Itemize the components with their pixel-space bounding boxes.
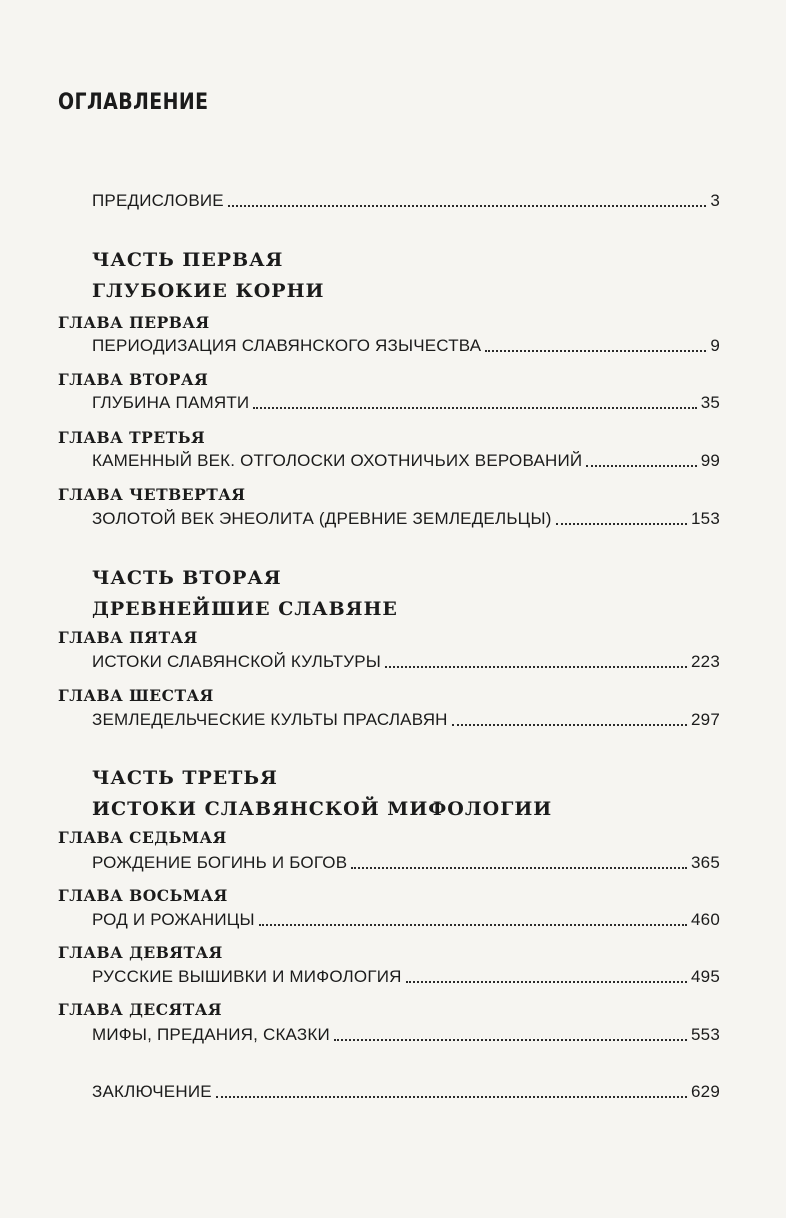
toc-entry-preface[interactable] [92, 191, 720, 211]
toc-entry-chapter-2[interactable] [92, 393, 720, 413]
part-title: ИСТОКИ СЛАВЯНСКОЙ МИФОЛОГИИ [92, 798, 553, 820]
dot-leader [385, 666, 687, 668]
chapter-heading: ГЛАВА ЧЕТВЕРТАЯ [58, 485, 246, 504]
entry-page-number: 629 [691, 1082, 720, 1101]
part-number: ЧАСТЬ ВТОРАЯ [92, 567, 282, 589]
dot-leader [259, 924, 687, 926]
chapter-heading: ГЛАВА ТРЕТЬЯ [58, 428, 206, 447]
toc-entry-chapter-1[interactable] [92, 336, 720, 356]
chapter-heading: ГЛАВА ВОСЬМАЯ [58, 886, 228, 905]
dot-leader [452, 724, 687, 726]
dot-leader [253, 407, 696, 409]
chapter-heading: ГЛАВА СЕДЬМАЯ [58, 828, 227, 847]
part-title: ДРЕВНЕЙШИЕ СЛАВЯНЕ [92, 598, 398, 620]
chapter-heading: ГЛАВА ВТОРАЯ [58, 370, 209, 389]
entry-page-number: 365 [691, 853, 720, 872]
entry-page-number: 3 [710, 191, 720, 210]
entry-label: ЗЕМЛЕДЕЛЬЧЕСКИЕ КУЛЬТЫ ПРАСЛАВЯН [92, 710, 448, 729]
entry-page-number: 297 [691, 710, 720, 729]
entry-label: ГЛУБИНА ПАМЯТИ [92, 393, 250, 412]
entry-page-number: 495 [691, 967, 720, 986]
entry-label: ИСТОКИ СЛАВЯНСКОЙ КУЛЬТУРЫ [92, 652, 382, 671]
chapter-heading: ГЛАВА ШЕСТАЯ [58, 686, 214, 705]
entry-page-number: 223 [691, 652, 720, 671]
entry-page-number: 460 [691, 910, 720, 929]
dot-leader [216, 1096, 687, 1098]
dot-leader [351, 867, 687, 869]
part-title: ГЛУБОКИЕ КОРНИ [92, 280, 325, 302]
toc-entry-chapter-4[interactable] [92, 509, 720, 529]
chapter-heading: ГЛАВА ПЕРВАЯ [58, 313, 210, 332]
dot-leader [228, 205, 707, 207]
part-heading-3 [92, 763, 552, 825]
dot-leader [556, 523, 687, 525]
entry-label: РУССКИЕ ВЫШИВКИ И МИФОЛОГИЯ [92, 967, 402, 986]
part-number: ЧАСТЬ ПЕРВАЯ [92, 249, 284, 271]
entry-label: ЗАКЛЮЧЕНИЕ [92, 1082, 212, 1101]
toc-entry-chapter-8[interactable] [92, 910, 720, 930]
entry-page-number: 99 [700, 451, 720, 470]
toc-entry-chapter-7[interactable] [92, 853, 720, 873]
toc-entry-conclusion[interactable] [92, 1082, 720, 1102]
entry-page-number: 9 [710, 336, 720, 355]
toc-entry-chapter-9[interactable] [92, 967, 720, 987]
entry-label: КАМЕННЫЙ ВЕК. ОТГОЛОСКИ ОХОТНИЧЬИХ ВЕРОВАНИЙ [92, 451, 583, 470]
toc-entry-chapter-10[interactable] [92, 1025, 720, 1045]
entry-page-number: 153 [691, 509, 720, 528]
chapter-heading: ГЛАВА ПЯТАЯ [58, 628, 198, 647]
toc-entry-chapter-3[interactable] [92, 451, 720, 471]
part-heading-2 [92, 563, 398, 625]
dot-leader [485, 350, 706, 352]
chapter-heading: ГЛАВА ДЕВЯТАЯ [58, 943, 223, 962]
entry-label: РОЖДЕНИЕ БОГИНЬ И БОГОВ [92, 853, 348, 872]
entry-label: МИФЫ, ПРЕДАНИЯ, СКАЗКИ [92, 1025, 330, 1044]
entry-page-number: 35 [700, 393, 720, 412]
entry-label: ПЕРИОДИЗАЦИЯ СЛАВЯНСКОГО ЯЗЫЧЕСТВА [92, 336, 482, 355]
entry-label: ПРЕДИСЛОВИЕ [92, 191, 224, 210]
toc-entry-chapter-6[interactable] [92, 710, 720, 730]
chapter-heading: ГЛАВА ДЕСЯТАЯ [58, 1000, 223, 1019]
toc-title: ОГЛАВЛЕНИЕ [58, 90, 209, 115]
entry-label: ЗОЛОТОЙ ВЕК ЭНЕОЛИТА (ДРЕВНИЕ ЗЕМЛЕДЕЛЬЦЫ) [92, 509, 552, 528]
dot-leader [334, 1039, 687, 1041]
dot-leader [406, 981, 687, 983]
entry-page-number: 553 [691, 1025, 720, 1044]
part-number: ЧАСТЬ ТРЕТЬЯ [92, 767, 278, 789]
toc-entry-chapter-5[interactable] [92, 652, 720, 672]
part-heading-1 [92, 245, 324, 307]
entry-label: РОД И РОЖАНИЦЫ [92, 910, 255, 929]
dot-leader [586, 465, 696, 467]
